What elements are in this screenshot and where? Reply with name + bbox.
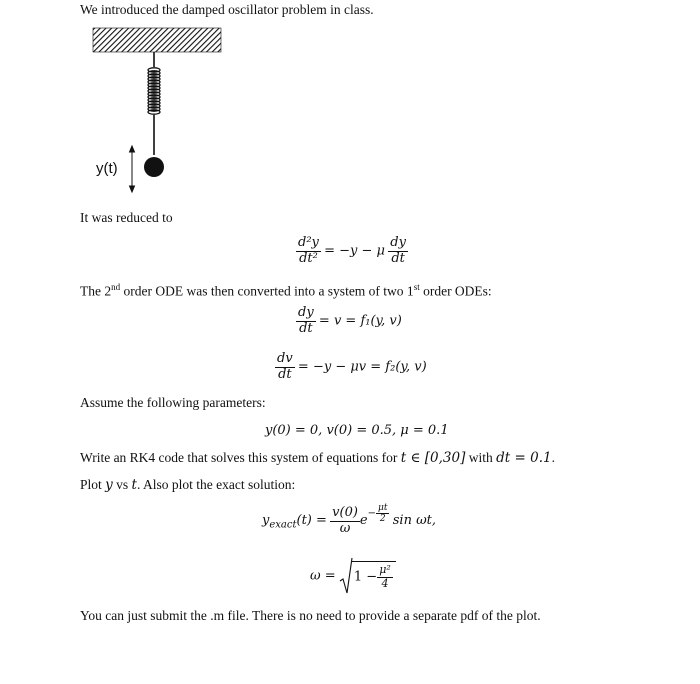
sqrt-body — [352, 561, 396, 590]
omega-num: μ² — [379, 563, 391, 577]
conversion-sup1: nd — [111, 282, 121, 292]
exact-exp-num: μt — [378, 503, 388, 513]
exact-exp-minus: − — [367, 508, 377, 520]
system-equation-2 — [275, 352, 427, 383]
rk4-math2: dt = 0.1 — [496, 450, 552, 466]
plot-part2: vs — [112, 477, 132, 492]
system-equation-1 — [296, 306, 402, 337]
plot-text — [80, 477, 295, 493]
plot-part1: Plot — [80, 477, 106, 492]
plot-math2: t — [131, 477, 137, 493]
plot-math1: y — [105, 477, 113, 493]
conversion-text — [80, 282, 492, 300]
second-order-equation — [296, 236, 408, 267]
conversion-sup2: st — [413, 282, 420, 292]
eq2-rhs: = −y − μv = f₂(y, v) — [297, 359, 427, 375]
eq2-den: dt — [275, 367, 295, 383]
intro-text: We introduced the damped oscillator problem in class. — [80, 2, 374, 17]
rk4-part3: . — [551, 450, 555, 465]
submit-text: You can just submit the .m file. There is no need to provide a separate pdf of the plot. — [80, 608, 541, 623]
omega-equation — [310, 557, 396, 597]
eq1-num: dy — [298, 305, 314, 320]
rk4-part2: with — [465, 450, 497, 465]
rk4-part1: Write an RK4 code that solves this system of equations for — [80, 450, 401, 465]
omega-den: 4 — [377, 577, 393, 591]
exact-exp-den: 2 — [376, 513, 389, 524]
exact-tail: sin ωt, — [392, 513, 437, 529]
exact-solution-equation — [262, 503, 436, 537]
exact-lhs: y — [262, 513, 270, 529]
ode2-middle: = −y − μ — [324, 243, 386, 259]
double-arrow-icon — [130, 146, 135, 192]
ode2-lhs-num: d²y — [298, 235, 319, 250]
eq1-rhs: = v = f₁(y, v) — [318, 313, 402, 329]
plot-part3: . Also plot the exact solution: — [136, 477, 296, 492]
ode2-lhs-den: dt² — [296, 251, 321, 267]
exact-lhs-tail: (t) = — [296, 513, 327, 529]
conversion-part2: order ODE was then converted into a system of two 1 — [120, 283, 414, 299]
exact-lhs-sub: exact — [269, 519, 297, 531]
ode2-rhs-den: dt — [388, 251, 408, 267]
exact-frac-num: v(0) — [332, 504, 358, 520]
exact-exp-base: e — [359, 513, 368, 529]
exact-exponent — [368, 503, 390, 525]
eq2-num: dv — [277, 351, 293, 366]
params-equation: y(0) = 0, v(0) = 0.5, μ = 0.1 — [265, 423, 449, 438]
mass-ball — [144, 157, 164, 177]
exact-frac-den: ω — [330, 521, 360, 537]
omega-lhs: ω = — [310, 568, 336, 584]
ceiling-hatch — [93, 28, 221, 52]
diagram-label: y(t) — [96, 160, 118, 177]
params-text: Assume the following parameters: — [80, 395, 266, 410]
rk4-text — [80, 450, 555, 466]
spring-icon — [148, 68, 160, 114]
omega-one: 1 − — [353, 570, 378, 585]
ode2-rhs-num: dy — [390, 235, 406, 250]
sqrt-radical-icon — [339, 557, 353, 595]
conversion-part3: order ODEs: — [419, 283, 492, 299]
eq1-den: dt — [296, 321, 316, 337]
conversion-part1: The 2 — [80, 283, 112, 299]
rk4-math1: t ∈ [0,30] — [400, 450, 466, 466]
reduced-text: It was reduced to — [80, 210, 173, 225]
